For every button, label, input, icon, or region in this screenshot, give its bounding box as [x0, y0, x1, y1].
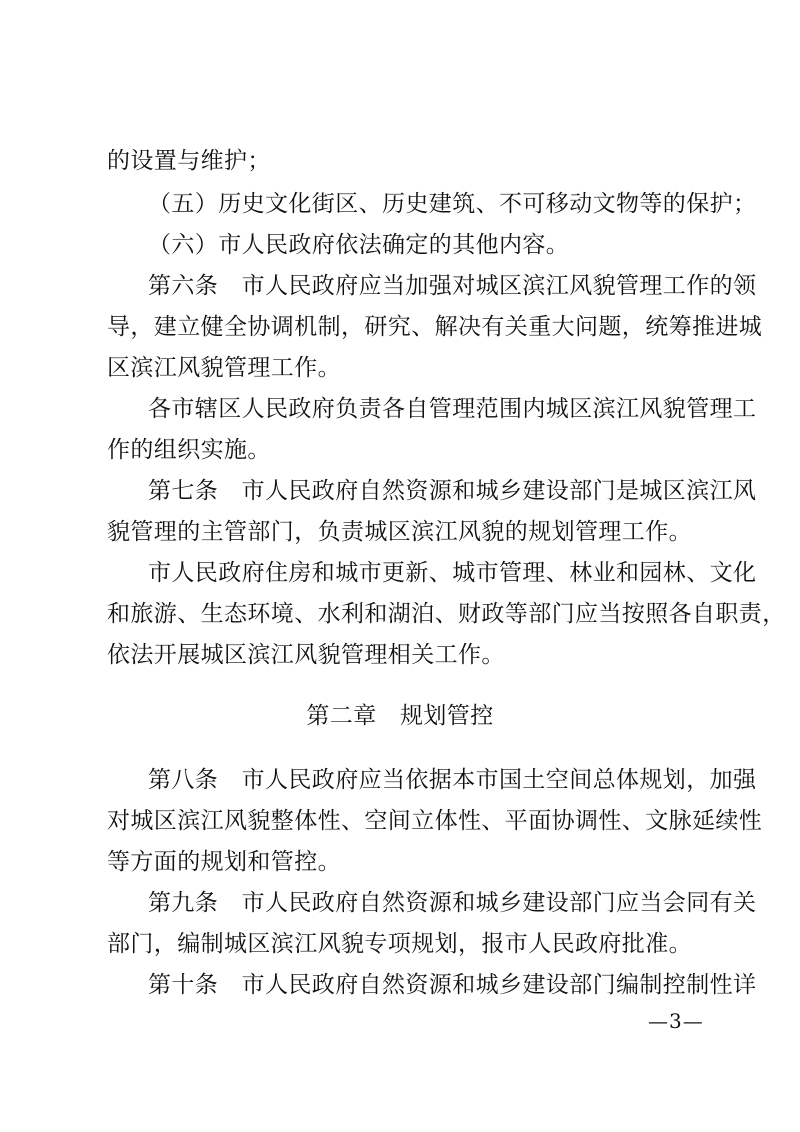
text-line: 市人民政府住房和城市更新、城市管理、林业和园林、文化: [148, 560, 757, 586]
text-line: 作的组织实施。: [107, 437, 271, 463]
text-line: （五）历史文化街区、历史建筑、不可移动文物等的保护；: [148, 191, 757, 217]
text-line: 等方面的规划和管控。: [107, 849, 341, 875]
text-line: 第九条 市人民政府自然资源和城乡建设部门应当会同有关: [148, 890, 757, 916]
text-line: 第八条 市人民政府应当依据本市国土空间总体规划，加强: [148, 767, 757, 793]
text-line: 第十条 市人民政府自然资源和城乡建设部门编制控制性详: [148, 972, 757, 998]
text-line: 的设置与维护；: [107, 148, 271, 174]
text-line: 部门，编制城区滨江风貌专项规划，报市人民政府批准。: [107, 931, 692, 957]
text-line: 第六条 市人民政府应当加强对城区滨江风貌管理工作的领: [148, 273, 757, 299]
text-line: 各市辖区人民政府负责各自管理范围内城区滨江风貌管理工: [148, 396, 757, 422]
text-line: （六）市人民政府依法确定的其他内容。: [148, 232, 570, 258]
text-line: 区滨江风貌管理工作。: [107, 355, 341, 381]
text-line: 导，建立健全协调机制，研究、解决有关重大问题，统筹推进城: [107, 314, 763, 340]
text-line: 依法开展城区滨江风貌管理相关工作。: [107, 642, 505, 668]
text-line: 对城区滨江风貌整体性、空间立体性、平面协调性、文脉延续性: [107, 808, 763, 834]
text-line: 和旅游、生态环境、水利和湖泊、财政等部门应当按照各自职责，: [107, 601, 786, 627]
text-line: 第七条 市人民政府自然资源和城乡建设部门是城区滨江风: [148, 478, 757, 504]
page-number: —3—: [648, 1009, 704, 1033]
text-line: 貌管理的主管部门，负责城区滨江风貌的规划管理工作。: [107, 519, 692, 545]
chapter-heading: 第二章 规划管控: [306, 703, 494, 729]
